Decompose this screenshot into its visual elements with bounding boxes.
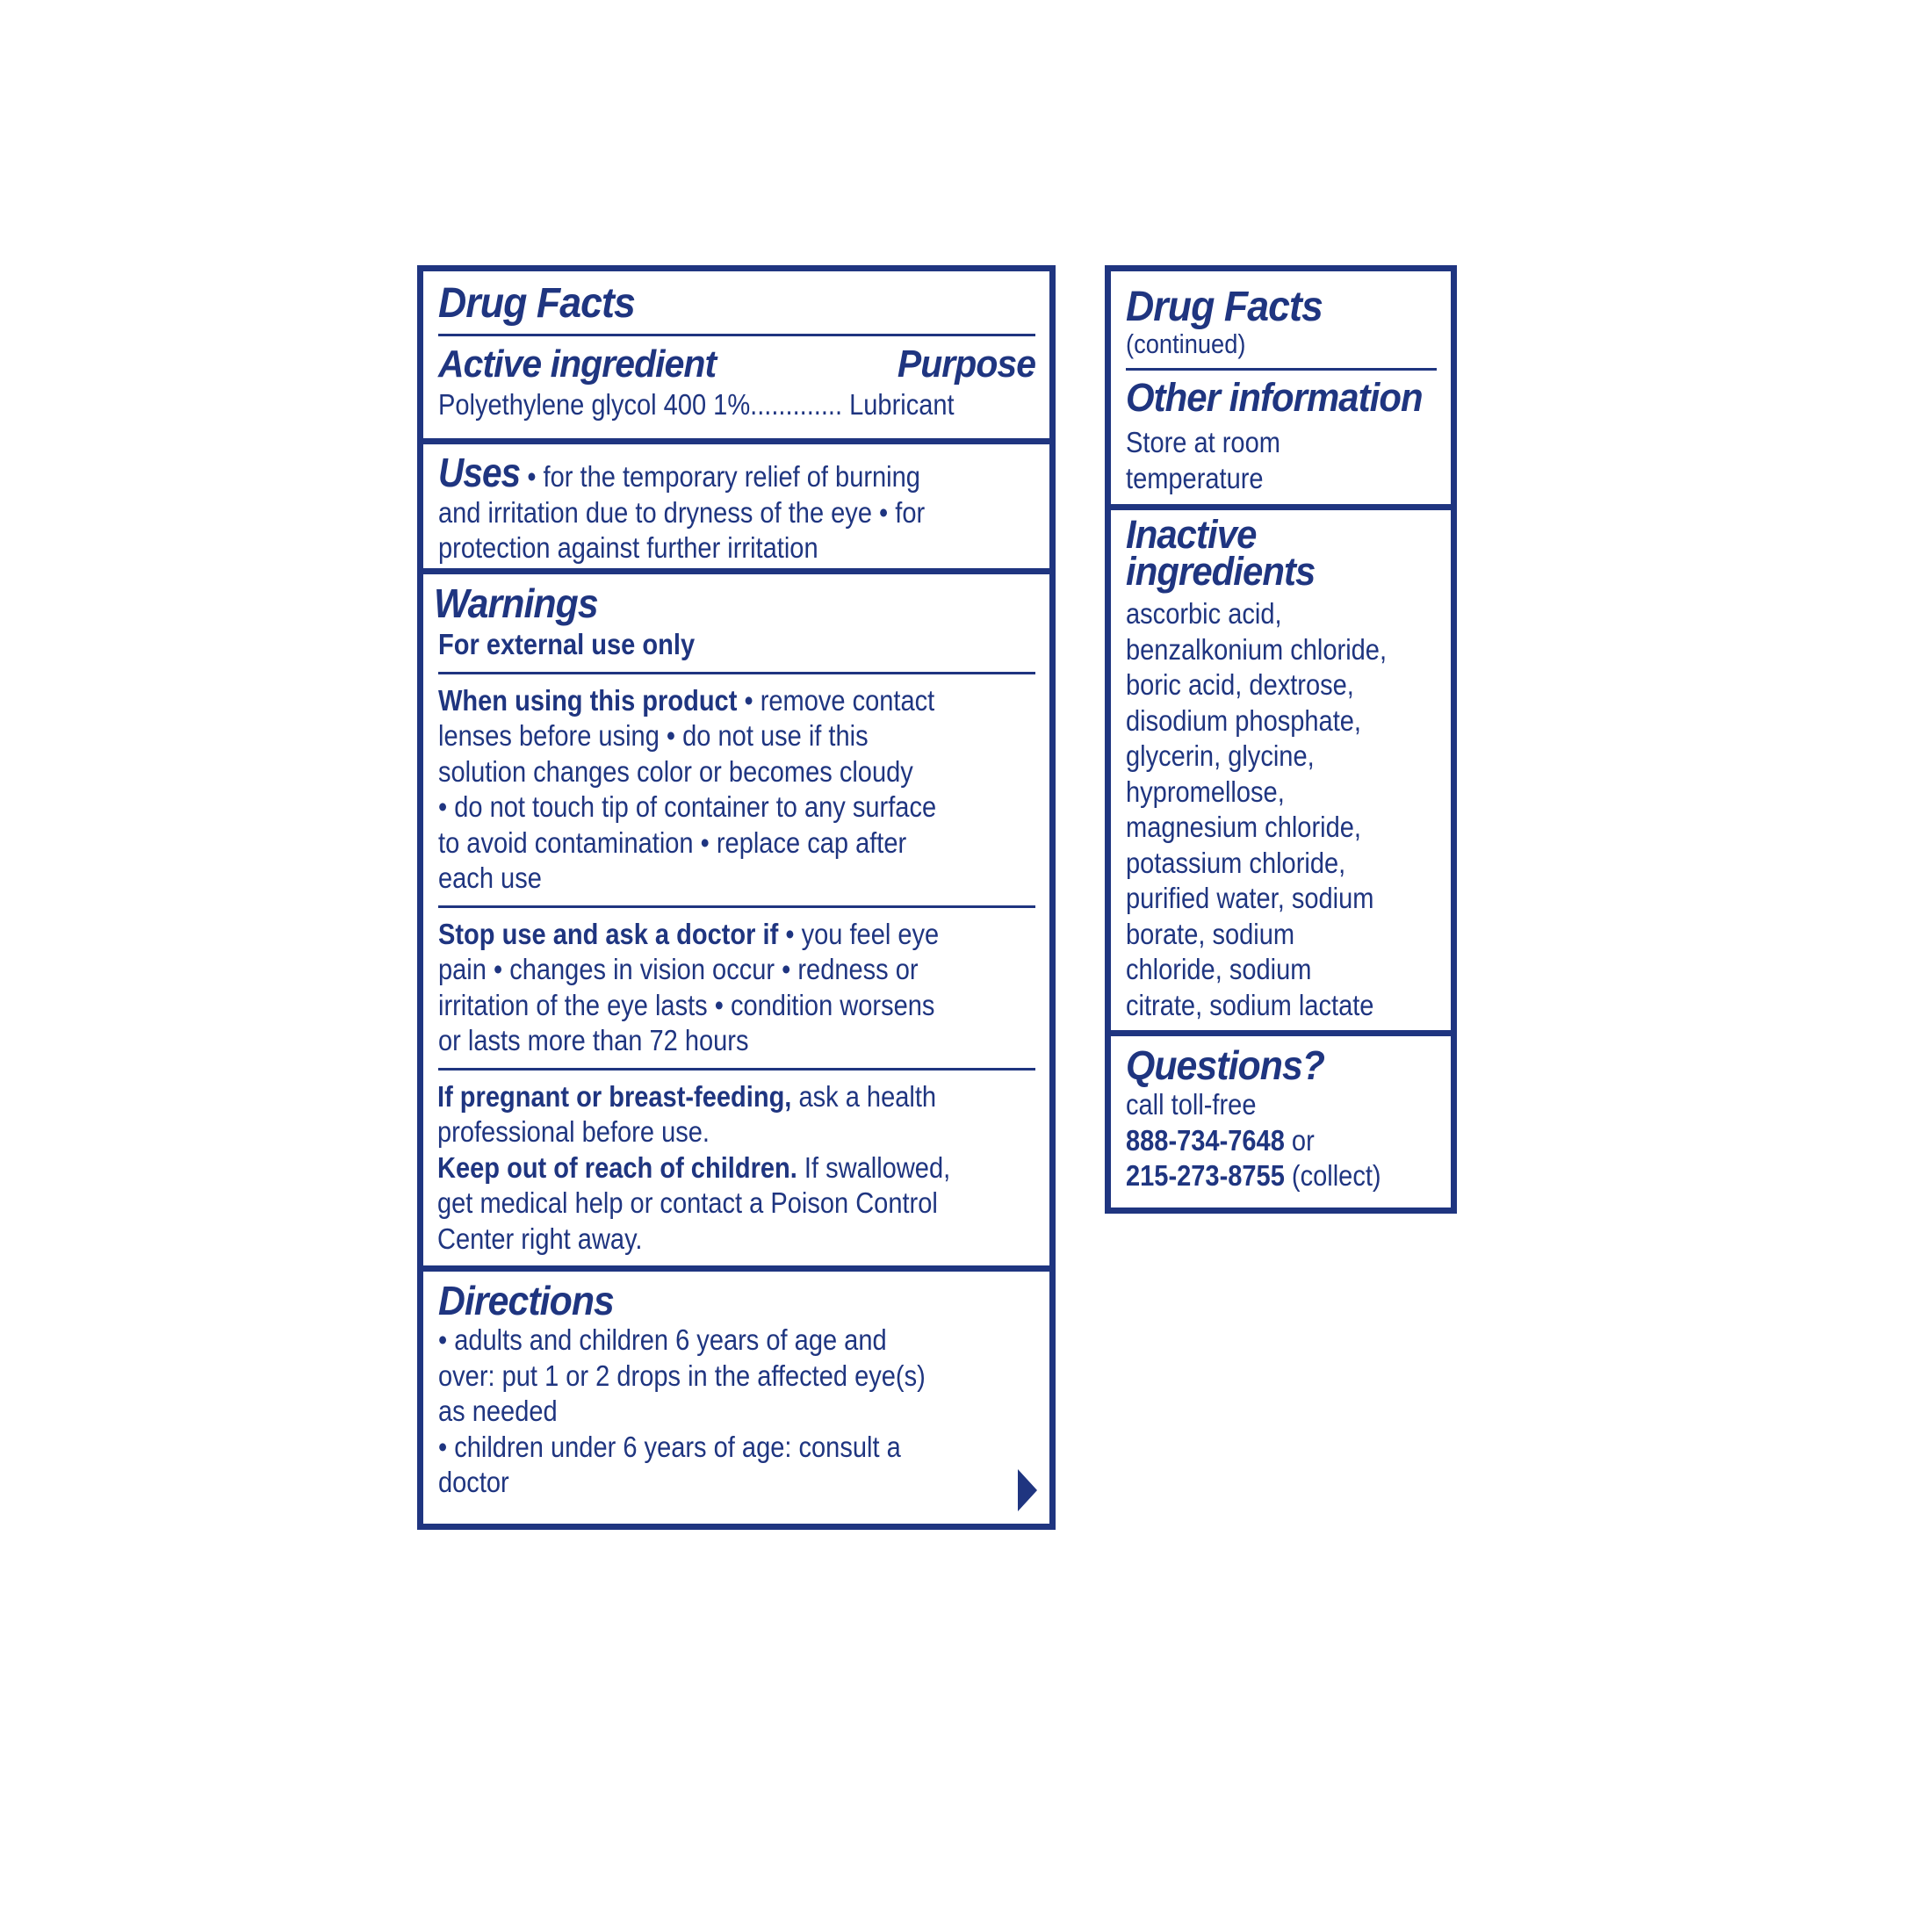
drug-facts-continued-panel [1105, 265, 1457, 1214]
inactive-line-12: citrate, sodium lactate [1126, 988, 1374, 1021]
directions-line-1: • adults and children 6 years of age and [438, 1323, 887, 1356]
keep-out-line-1 [437, 1150, 1035, 1186]
stop-use-block [438, 917, 1035, 1059]
section-divider [1111, 504, 1451, 510]
pregnant-heading: If pregnant or breast-feeding, [437, 1079, 792, 1113]
other-information-heading: Other information [1126, 375, 1423, 420]
when-using-block [438, 683, 1035, 897]
purpose-heading: Purpose [897, 342, 1035, 386]
divider [438, 334, 1035, 336]
uses-text: • for the temporary relief of burning [527, 460, 920, 493]
active-ingredient-header-row [438, 343, 1035, 386]
drug-facts-title-continued: Drug Facts [1126, 284, 1323, 330]
divider [438, 905, 1035, 908]
directions-line-3: as needed [438, 1395, 558, 1427]
external-use-text: For external use only [438, 628, 696, 660]
uses-line-3: protection against further irritation [438, 531, 818, 564]
keep-out-text: If swallowed, [797, 1150, 951, 1184]
uses-heading: Uses [438, 450, 521, 495]
divider [438, 672, 1035, 674]
questions-heading: Questions? [1126, 1042, 1325, 1088]
stop-use-line-1 [438, 917, 1035, 953]
phone-number-toll-free: 888-734-7648 [1126, 1123, 1285, 1157]
phone-line-1 [1126, 1123, 1437, 1159]
directions-line-4: • children under 6 years of age: consult a [438, 1430, 901, 1463]
phone-number-collect: 215-273-8755 [1126, 1159, 1285, 1192]
other-info-line-1: Store at room [1126, 426, 1280, 458]
directions-heading: Directions [438, 1278, 614, 1323]
section-divider [423, 438, 1049, 444]
inactive-line-1: ascorbic acid, [1126, 597, 1282, 630]
stop-use-line-4: or lasts more than 72 hours [438, 1024, 749, 1056]
warnings-heading: Warnings [434, 580, 598, 626]
when-using-line-4: • do not touch tip of container to any surface [438, 790, 937, 823]
keep-out-line-2: get medical help or contact a Poison Control [437, 1186, 938, 1219]
pregnant-text: ask a health [791, 1079, 937, 1113]
phone-line-2 [1126, 1158, 1437, 1194]
inactive-line-3: boric acid, dextrose, [1126, 668, 1354, 701]
or-text: or [1284, 1123, 1315, 1157]
section-divider [423, 1265, 1049, 1272]
continued-label: (continued) [1126, 328, 1246, 359]
when-using-line-6: each use [438, 861, 542, 894]
questions-section [1111, 1036, 1451, 1208]
stop-use-line-3: irritation of the eye lasts • condition worsens [438, 988, 935, 1021]
section-divider [1111, 1030, 1451, 1036]
inactive-line-11: chloride, sodium [1126, 953, 1312, 985]
inactive-line-9: purified water, sodium [1126, 882, 1374, 914]
ingredient-line: Polyethylene glycol 400 1%............. Lubricant [438, 388, 955, 421]
other-information-section [1111, 271, 1451, 504]
directions-line-2: over: put 1 or 2 drops in the affected eye(s) [438, 1359, 926, 1392]
when-using-line-5: to avoid contamination • replace cap after [438, 825, 907, 859]
pregnant-line-1 [437, 1079, 1035, 1115]
pregnant-line-2: professional before use. [437, 1115, 710, 1148]
when-using-line-3: solution changes color or becomes cloudy [438, 754, 913, 788]
uses-line-1 [438, 451, 1035, 495]
drug-facts-title: Drug Facts [438, 280, 635, 327]
inactive-line-7: magnesium chloride, [1126, 811, 1361, 843]
pregnant-block [437, 1079, 1035, 1258]
directions-line-5: doctor [438, 1466, 509, 1498]
stop-use-text: • you feel eye [778, 917, 940, 950]
stop-use-heading: Stop use and ask a doctor if [438, 917, 779, 950]
when-using-heading: When using this product [438, 683, 738, 717]
warnings-section [423, 574, 1049, 1265]
active-ingredient-section [423, 271, 1049, 438]
keep-out-heading: Keep out of reach of children. [437, 1150, 797, 1184]
section-divider [423, 568, 1049, 574]
directions-section [423, 1272, 1049, 1524]
inactive-line-6: hypromellose, [1126, 775, 1285, 808]
uses-line-2: and irritation due to dryness of the eye • for [438, 495, 926, 529]
divider [438, 1068, 1035, 1071]
questions-call-text: call toll-free [1126, 1088, 1257, 1121]
inactive-heading-line-2: ingredients [1126, 549, 1316, 594]
keep-out-line-3: Center right away. [437, 1222, 643, 1255]
when-using-line-1 [438, 683, 1035, 719]
drug-facts-panel [417, 265, 1056, 1530]
stop-use-line-2: pain • changes in vision occur • redness or [438, 953, 919, 985]
continue-arrow-icon [1018, 1469, 1037, 1511]
inactive-heading-line-1: Inactive [1126, 512, 1257, 557]
inactive-ingredients-section [1111, 510, 1451, 1030]
active-ingredient-heading: Active ingredient [438, 342, 717, 386]
uses-section [423, 444, 1049, 568]
inactive-line-5: glycerin, glycine, [1126, 739, 1315, 772]
when-using-line-2: lenses before using • do not use if this [438, 719, 869, 752]
inactive-line-2: benzalkonium chloride, [1126, 632, 1388, 666]
inactive-line-4: disodium phosphate, [1126, 703, 1362, 737]
collect-text: (collect) [1284, 1159, 1381, 1192]
other-info-line-2: temperature [1126, 461, 1264, 494]
when-using-text: • remove contact [737, 683, 935, 717]
divider [1126, 368, 1437, 371]
inactive-line-8: potassium chloride, [1126, 846, 1346, 879]
inactive-line-10: borate, sodium [1126, 917, 1295, 950]
